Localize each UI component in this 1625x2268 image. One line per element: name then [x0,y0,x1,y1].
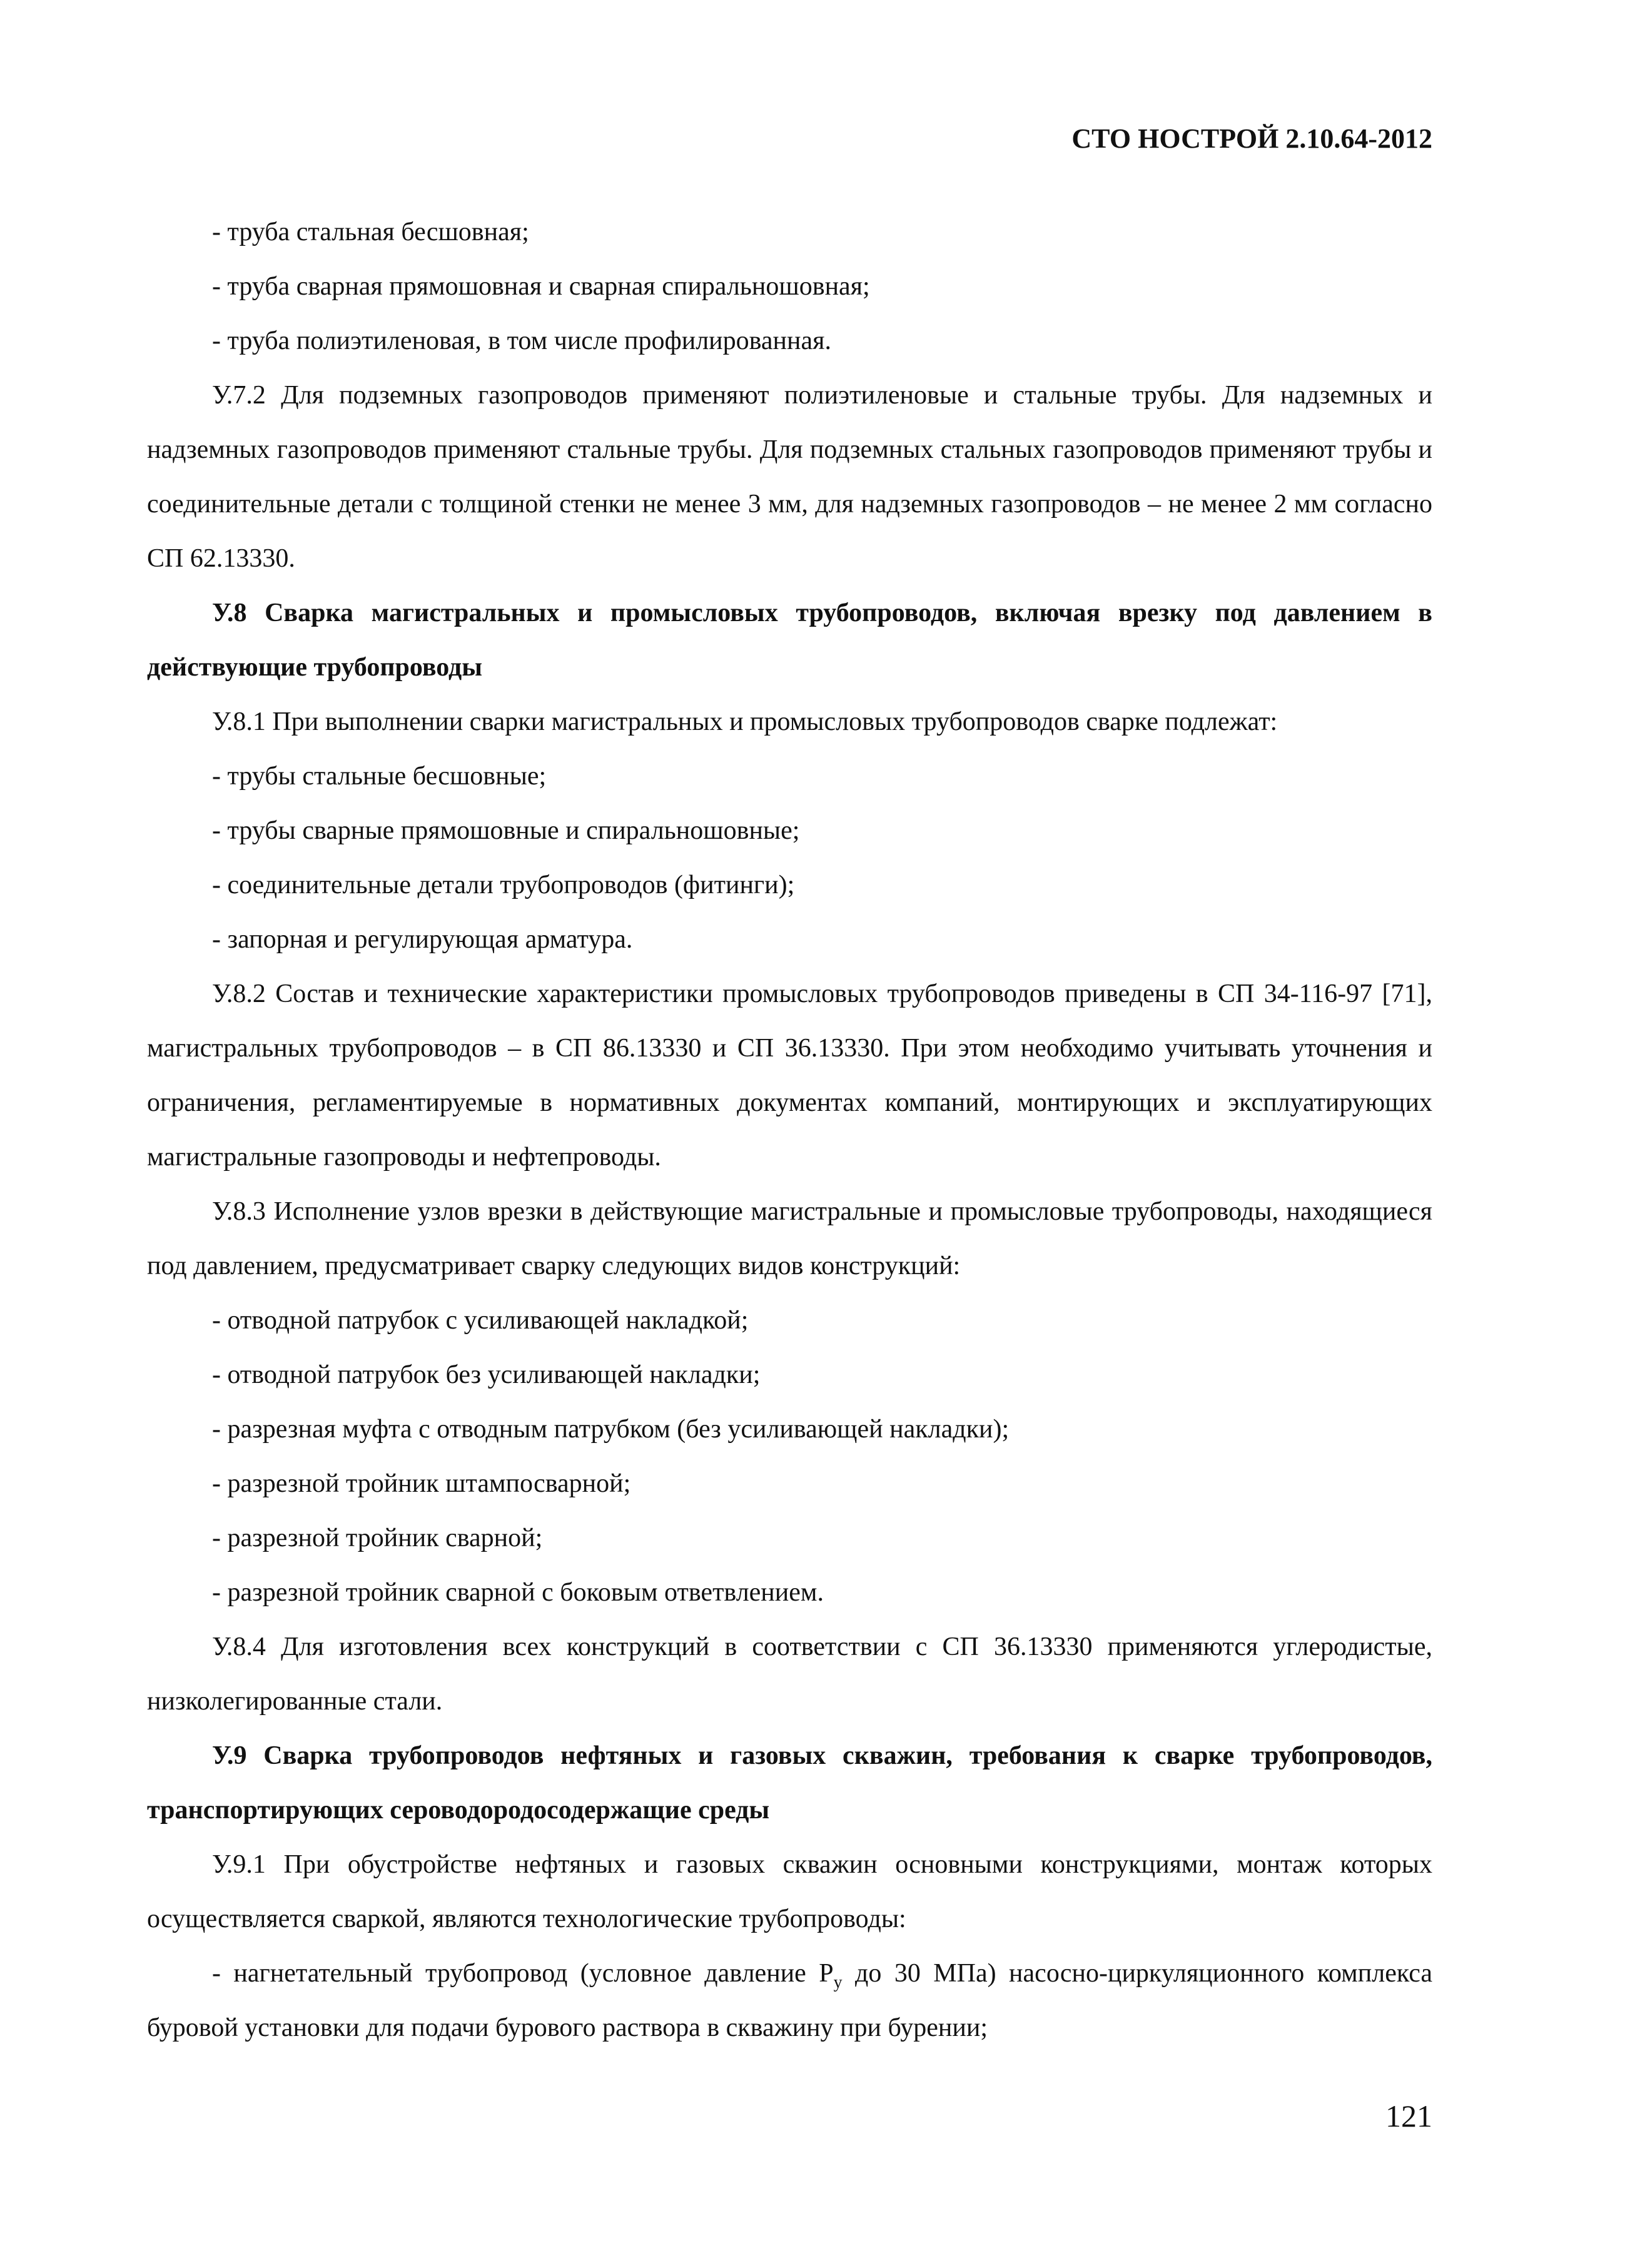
section-heading-u-8: У.8 Сварка магистральных и промысловых трубопроводов, включая врезку под давлением в действующие трубопроводы [147,599,1432,682]
clause-u-7-2: У.7.2 Для подземных газопроводов применяют полиэтиленовые и стальные трубы. Для надземных и надземных газопроводов применяют стальные трубы. Для подземных стальных газопроводов применяют трубы и соединительные детали с толщиной стенки не менее 3 мм, для надземных газопроводов – не менее 2 мм согласно СП 62.13330. [147,381,1432,573]
list-item-stamped-welded-tee: - разрезной тройник штампосварной; [212,1469,631,1498]
list-item-polyethylene-pipe: - труба полиэтиленовая, в том числе профилированная. [212,327,831,355]
list-item-welded-pipes: - трубы сварные прямошовные и спиральношовные; [212,816,800,845]
document-body [147,205,1432,2055]
document-code-header: СТО НОСТРОЙ 2.10.64-2012 [1071,123,1432,154]
pressure-subscript: у [833,1973,843,1992]
list-item-fittings: - соединительные детали трубопроводов (фитинги); [212,871,795,899]
list-item-split-sleeve: - разрезная муфта с отводным патрубком (без усиливающей накладки); [212,1415,1010,1444]
list-item-seamless-pipes: - трубы стальные бесшовные; [212,762,547,791]
page-number: 121 [1385,2098,1432,2134]
list-item-seamless-pipe: - труба стальная бесшовная; [212,218,529,246]
list-item-valves: - запорная и регулирующая арматура. [212,925,633,954]
clause-u-8-1: У.8.1 При выполнении сварки магистральных и промысловых трубопроводов сварке подлежат: [212,707,1278,736]
list-item-welded-tee-side-branch: - разрезной тройник сварной с боковым ответвлением. [212,1578,824,1607]
clause-u-8-2: У.8.2 Состав и технические характеристики промысловых трубопроводов приведены в СП 34-116-97 [71], магистральных трубопроводов – в СП 86.13330 и СП 36.13330. При этом необходимо учитывать уточнения и ограничения, регламентируемые в нормативных документах компаний, монтирующих и эксплуатирующих магистральные газопроводы и нефтепроводы. [147,980,1432,1172]
list-item-welded-tee: - разрезной тройник сварной; [212,1524,543,1552]
clause-u-8-4: У.8.4 Для изготовления всех конструкций в соответствии с СП 36.13330 применяются углеродистые, низколегированные стали. [147,1633,1432,1716]
clause-u-8-3: У.8.3 Исполнение узлов врезки в действующие магистральные и промысловые трубопроводы, находящиеся под давлением, предусматривает сварку следующих видов конструкций: [147,1197,1432,1280]
list-item-branch-pipe-without-pad: - отводной патрубок без усиливающей накладки; [212,1360,761,1389]
injection-pipeline-text-end: до 30 МПа) насосно-циркуляционного комплекса буровой установки для подачи бурового раствора в скважину при бурении; [147,1959,1432,2042]
list-item-branch-pipe-with-pad: - отводной патрубок с усиливающей накладкой; [212,1306,749,1335]
list-item-welded-pipe: - труба сварная прямошовная и сварная спиральношовная; [212,272,870,301]
clause-u-9-1: У.9.1 При обустройстве нефтяных и газовых скважин основными конструкциями, монтаж которых осуществляется сваркой, являются технологические трубопроводы: [147,1850,1432,1933]
list-item-injection-pipeline [147,1947,1432,2055]
injection-pipeline-text-start: - нагнетательный трубопровод (условное давление Р [212,1959,834,1988]
section-heading-u-9: У.9 Сварка трубопроводов нефтяных и газовых скважин, требования к сварке трубопроводов, транспортирующих сероводородосодержащие среды [147,1741,1432,1825]
